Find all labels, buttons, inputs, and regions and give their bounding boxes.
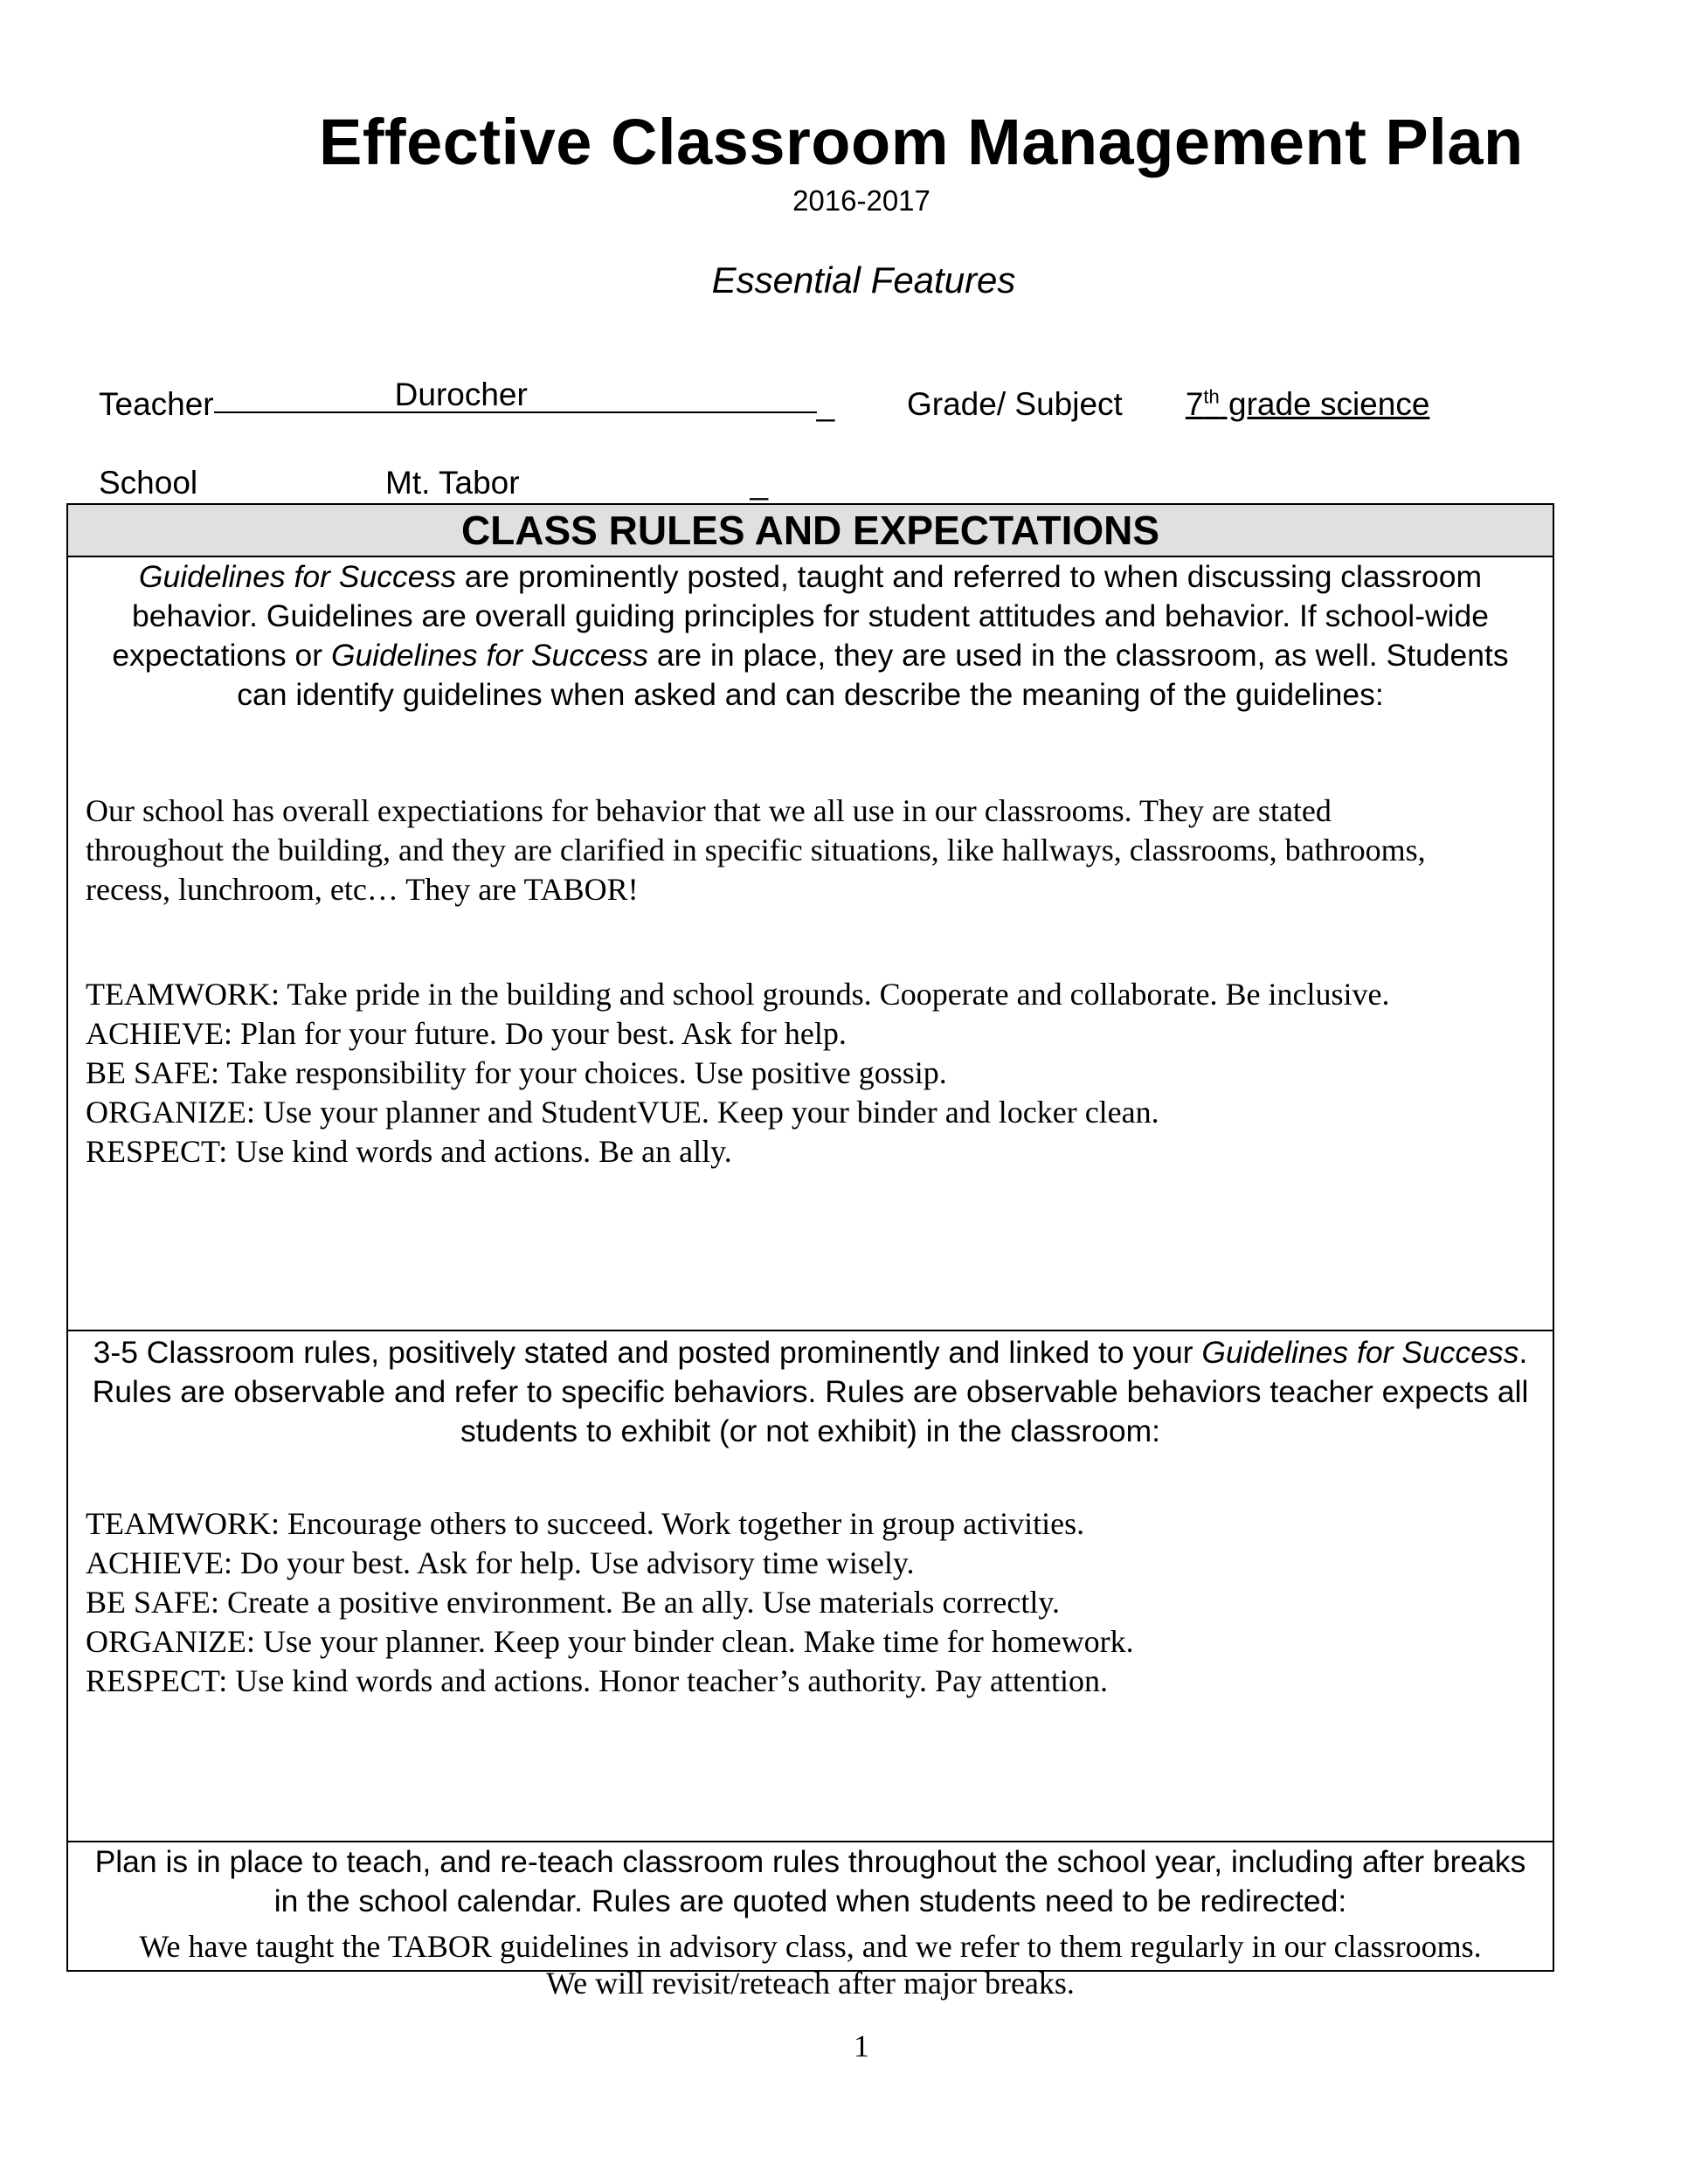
classroom-rules-prompt: 3-5 Classroom rules, positively stated and posted prominently and linked to your Guidelines for Success. Rules are observable and refer to specific behaviors. Rules are observable behaviors teacher expects all students to exhibit (or not exhibit) in the classroom: — [92, 1335, 1529, 1448]
teacher-trailing-mark: _ — [816, 386, 835, 422]
school-value: Mt. Tabor — [385, 465, 520, 501]
classroom-rule-item: BE SAFE: Create a positive environment. Be an ally. Use materials correctly. — [86, 1585, 1061, 1620]
guideline-item: TEAMWORK: Take pride in the building and school grounds. Cooperate and collaborate. Be inclusive. — [86, 977, 1390, 1012]
classroom-rule-item: TEAMWORK: Encourage others to succeed. Work together in group activities. — [86, 1506, 1085, 1541]
guideline-item: BE SAFE: Take responsibility for your choices. Use positive gossip. — [86, 1055, 947, 1090]
page-number: 1 — [854, 2028, 869, 2063]
document-subtitle: Essential Features — [711, 259, 1016, 301]
teacher-value: Durocher — [394, 377, 528, 412]
intro-line: throughout the building, and they are clarified in specific situations, like hallways, classrooms, bathrooms, — [86, 833, 1426, 867]
school-year: 2016-2017 — [792, 184, 930, 217]
classroom-rules-section — [68, 1331, 1553, 1842]
guideline-item: ORGANIZE: Use your planner and StudentVUE. Keep your binder and locker clean. — [86, 1095, 1159, 1130]
classroom-rule-item: ACHIEVE: Do your best. Ask for help. Use advisory time wisely. — [86, 1545, 915, 1580]
classroom-rules-list — [86, 1504, 1535, 1701]
reteach-answer-line: We have taught the TABOR guidelines in advisory class, and we refer to them regularly in our classrooms. — [139, 1929, 1482, 1964]
grade-subject-value: 7th grade science — [1185, 385, 1430, 422]
guidelines-prompt: Guidelines for Success are prominently posted, taught and referred to when discussing classroom behavior. Guidelines are overall guiding principles for student attitudes and behavior. If school-wide expectations or Guidelines for Success are in place, they are used in the classroom, as well. Students can identify guidelines when asked and can describe the meaning of the guidelines: — [112, 559, 1509, 712]
grade-subject-field — [907, 384, 1429, 425]
class-rules-table — [66, 503, 1554, 2001]
teacher-field — [99, 377, 835, 425]
school-label: School — [99, 465, 198, 501]
guidelines-intro — [86, 791, 1535, 909]
intro-line: Our school has overall expectiations for behavior that we all use in our classrooms. They are stated — [86, 793, 1332, 828]
classroom-rule-item: ORGANIZE: Use your planner. Keep your binder clean. Make time for homework. — [86, 1624, 1134, 1659]
intro-line: recess, lunchroom, etc… They are TABOR! — [86, 872, 639, 907]
table-header: CLASS RULES AND EXPECTATIONS — [68, 505, 1553, 557]
guidelines-section — [68, 557, 1553, 1331]
school-trailing-mark: _ — [750, 465, 769, 501]
reteach-plan-prompt: Plan is in place to teach, and re-teach classroom rules throughout the school year, including after breaks in the school calendar. Rules are quoted when students need to be redirected: — [94, 1844, 1526, 1918]
guideline-item: RESPECT: Use kind words and actions. Be an ally. — [86, 1134, 732, 1169]
teacher-label: Teacher — [99, 386, 214, 422]
document-title: Effective Classroom Management Plan — [319, 106, 1524, 178]
school-field — [99, 463, 768, 503]
reteach-plan-answer — [86, 1928, 1535, 2001]
reteach-answer-line: We will revisit/reteach after major breaks. — [546, 1966, 1075, 2001]
guideline-item: ACHIEVE: Plan for your future. Do your best. Ask for help. — [86, 1016, 847, 1051]
classroom-rule-item: RESPECT: Use kind words and actions. Honor teacher’s authority. Pay attention. — [86, 1663, 1109, 1698]
grade-subject-label: Grade/ Subject — [907, 386, 1123, 422]
guidelines-list — [86, 975, 1535, 1171]
reteach-plan-section — [68, 1842, 1553, 2001]
